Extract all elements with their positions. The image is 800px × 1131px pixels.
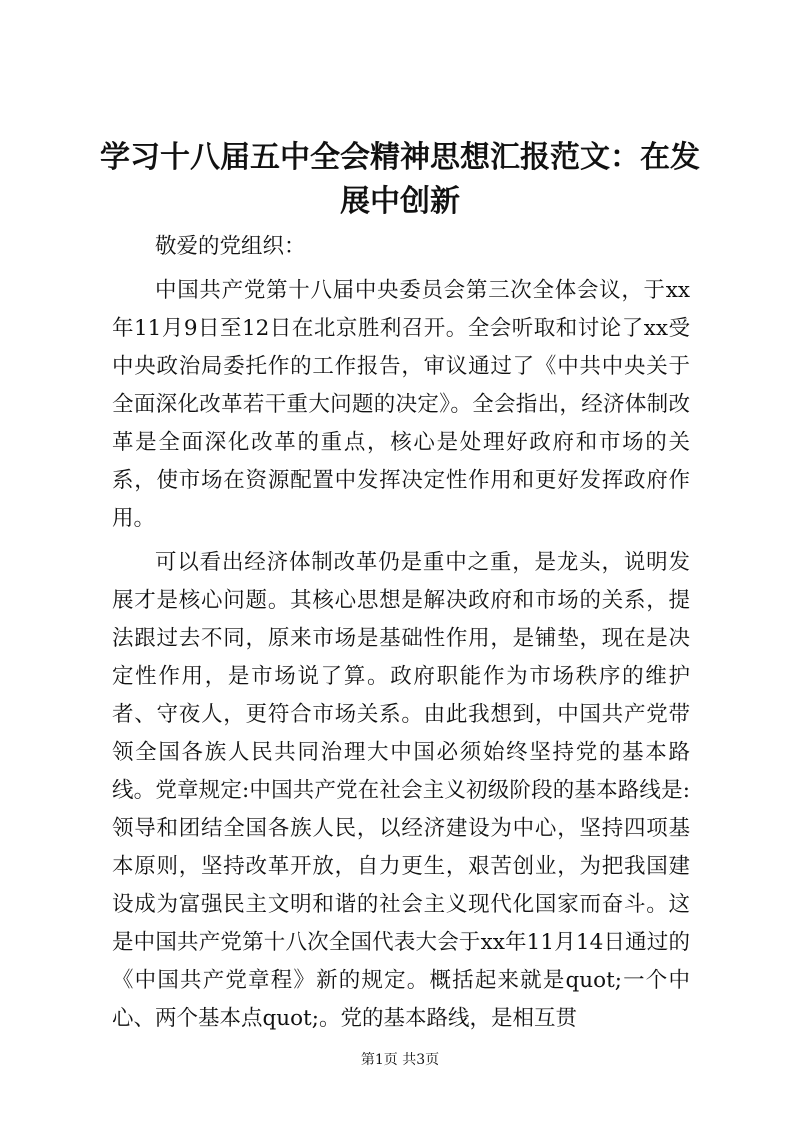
document-title: 学习十八届五中全会精神思想汇报范文：在发展中创新 [100,140,700,219]
salutation: 敬爱的党组织： [155,234,306,259]
page-footer: 第1页 共3页 [360,1052,440,1068]
paragraph-2: 可以看出经济体制改革仍是重中之重，是龙头，说明发展才是核心问题。其核心思想是解决政府和市场的关系，提法跟过去不同，原来市场是基础性作用，是铺垫，现在是决定性作用，是市场说了算。政府职能作为市场秩序的维护者、守夜人，更符合市场关系。由此我想到，中国共产党带领全国各族人民共同治理大中国必须始终坚持党的基本路线。党章规定:中国共产党在社会主义初级阶段的基本路线是:领导和团结全国各族人民，以经济建设为中心，坚持四项基本原则，坚持改革开放，自力更生，艰苦创业，为把我国建设成为富强民主文明和谐的社会主义现代化国家而奋斗。这是中国共产党第十八次全国代表大会于xx年11月14日通过的《中国共产党章程》新的规定。概括起来就是quot;一个中心、两个基本点quot;。党的基本路线，是相互贯 [112,550,690,1031]
document-body [112,228,690,1038]
paragraph-1: 中国共产党第十八届中央委员会第三次全体会议，于xx年11月9日至12日在北京胜利召开。全会听取和讨论了xx受中央政治局委托作的工作报告，审议通过了《中共中央关于全面深化改革若干重大问题的决定》。全会指出，经济体制改革是全面深化改革的重点，核心是处理好政府和市场的关系，使市场在资源配置中发挥决定性作用和更好发挥政府作用。 [112,278,690,531]
